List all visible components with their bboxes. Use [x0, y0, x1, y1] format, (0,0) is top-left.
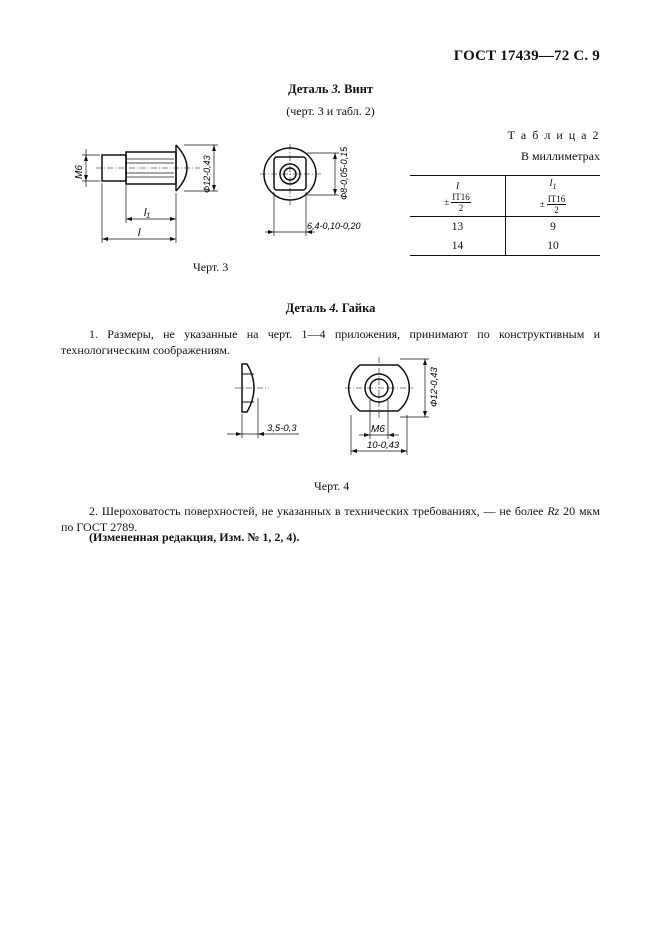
tol-numerator: IT16: [547, 193, 566, 204]
dim-m6-nut: М6: [371, 424, 385, 435]
dim-phi8: Ф8-0,05-0,15: [339, 146, 349, 200]
detail4-paragraph-1: 1. Размеры, не указанные на черт. 1—4 приложения, принимают по конструктивным и технологическим соображениям.: [61, 327, 600, 357]
detail4-paragraph-2: 2. Шероховатость поверхностей, не указанных в технических требованиях, — не более Rz 20 мкм по ГОСТ 2789.: [61, 504, 600, 534]
detail3-title: Деталь 3. Винт: [287, 82, 374, 96]
dim-3-5: 3,5-0,3: [267, 423, 297, 434]
page-header: ГОСТ 17439—72 С. 9: [453, 48, 600, 64]
dim-phi12: Ф12-0,43: [202, 155, 212, 193]
drawing-4-side-view: [225, 360, 315, 440]
table2-units: В миллиметрах: [520, 149, 600, 163]
table2-var-l1: $l_1$: [549, 177, 557, 192]
table-2: [410, 175, 600, 256]
drawing-3-caption: Черт. 3: [193, 260, 229, 274]
table-cell-l: 13: [410, 217, 506, 237]
table-row: [410, 217, 600, 237]
tol-numerator: IT16: [452, 191, 470, 202]
detail3-subtitle: (черт. 3 и табл. 2): [286, 104, 375, 118]
table-cell-l1: 9: [550, 220, 556, 233]
table2-var-l: l: [455, 179, 460, 192]
table-row: [410, 236, 600, 256]
drawing-3-side-view: [60, 135, 230, 250]
detail4-title: Деталь 4. Гайка: [285, 301, 376, 315]
dim-m6: М6: [74, 165, 85, 179]
table-cell-l: 14: [410, 236, 506, 256]
tol-sign: ±: [539, 199, 545, 210]
tol-sign: ±: [444, 197, 450, 207]
dim-10: 10-0,43: [367, 440, 400, 451]
tol-denominator: 2: [458, 202, 464, 213]
dim-l: l: [138, 227, 141, 239]
table2-header-l: [410, 176, 506, 217]
dim-l1: l₁: [144, 207, 150, 219]
dim-6-4: 6,4-0,10-0,20: [307, 221, 361, 231]
table-cell-l1: 10: [506, 236, 601, 256]
tol-denominator: 2: [554, 204, 559, 215]
table2-title: Т а б л и ц а 2: [507, 128, 600, 142]
drawing-3-end-view: [255, 140, 360, 240]
dim-phi12-nut: Ф12-0,43: [429, 367, 440, 407]
drawing-4-front-view: [345, 355, 445, 460]
drawing-4-caption: Черт. 4: [314, 479, 350, 493]
table2-header-l1: [506, 176, 601, 217]
amendment-note: (Измененная редакция, Изм. № 1, 2, 4).: [89, 530, 300, 544]
